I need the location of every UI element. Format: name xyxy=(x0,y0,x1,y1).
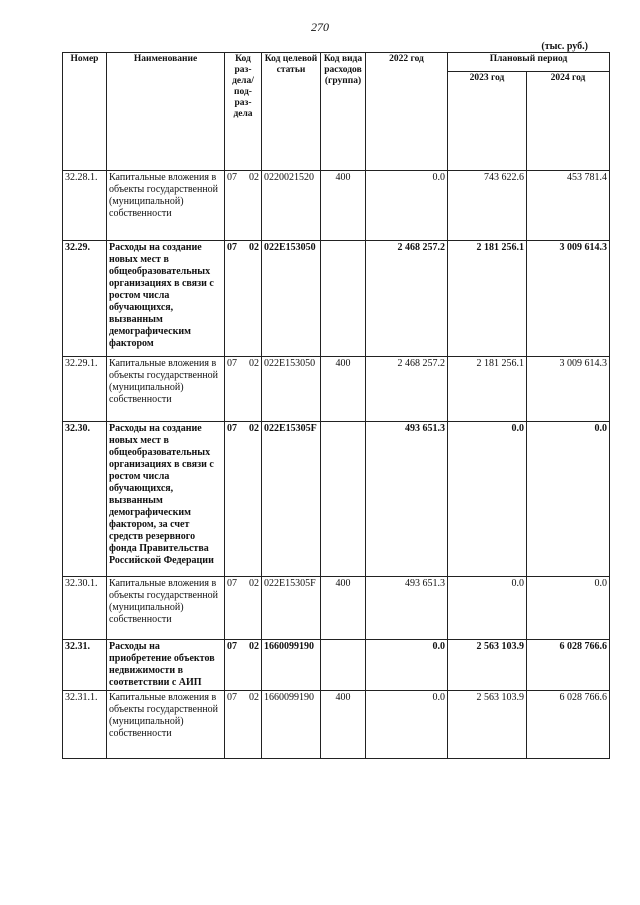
row-name: Капитальные вложения в объекты государственной (муниципальной) собственности xyxy=(107,171,225,241)
header-section-code: Код раз-дела/ под-раз-дела xyxy=(225,53,262,171)
row-section-code xyxy=(225,241,262,357)
row-section-code xyxy=(225,171,262,241)
row-value-2024: 0.0 xyxy=(527,422,610,577)
row-number: 32.29. xyxy=(63,241,107,357)
subsection-code: 02 xyxy=(249,423,259,434)
row-value-2024: 3 009 614.3 xyxy=(527,357,610,422)
row-value-2022: 0.0 xyxy=(366,640,448,691)
row-value-2022: 493 651.3 xyxy=(366,422,448,577)
row-target-code: 0220021520 xyxy=(262,171,321,241)
subsection-code: 02 xyxy=(249,578,259,589)
row-expense-code xyxy=(321,640,366,691)
table-row xyxy=(63,640,610,691)
row-value-2024: 3 009 614.3 xyxy=(527,241,610,357)
row-expense-code xyxy=(321,241,366,357)
section-code: 07 xyxy=(227,172,237,183)
table-row xyxy=(63,422,610,577)
row-value-2023: 743 622.6 xyxy=(448,171,527,241)
table-row xyxy=(63,691,610,759)
subsection-code: 02 xyxy=(249,641,259,652)
row-target-code: 022E153050 xyxy=(262,241,321,357)
row-value-2024: 6 028 766.6 xyxy=(527,691,610,759)
table-row xyxy=(63,357,610,422)
row-value-2023: 2 563 103.9 xyxy=(448,691,527,759)
table-row xyxy=(63,241,610,357)
row-value-2023: 2 563 103.9 xyxy=(448,640,527,691)
header-row xyxy=(63,53,610,72)
row-expense-code: 400 xyxy=(321,691,366,759)
row-section-code xyxy=(225,691,262,759)
header-year-2022: 2022 год xyxy=(366,53,448,171)
row-value-2022: 0.0 xyxy=(366,171,448,241)
row-value-2022: 493 651.3 xyxy=(366,577,448,640)
row-value-2022: 2 468 257.2 xyxy=(366,241,448,357)
subsection-code: 02 xyxy=(249,692,259,703)
row-section-code xyxy=(225,422,262,577)
budget-table xyxy=(62,52,610,759)
row-name: Расходы на приобретение объектов недвижимости в соответствии с АИП xyxy=(107,640,225,691)
row-number: 32.29.1. xyxy=(63,357,107,422)
row-value-2024: 0.0 xyxy=(527,577,610,640)
row-name: Капитальные вложения в объекты государственной (муниципальной) собственности xyxy=(107,691,225,759)
row-number: 32.31. xyxy=(63,640,107,691)
row-target-code: 022E15305F xyxy=(262,577,321,640)
row-expense-code: 400 xyxy=(321,357,366,422)
row-target-code: 022E153050 xyxy=(262,357,321,422)
row-number: 32.31.1. xyxy=(63,691,107,759)
subsection-code: 02 xyxy=(249,358,259,369)
section-code: 07 xyxy=(227,692,237,703)
row-value-2022: 0.0 xyxy=(366,691,448,759)
header-target-code: Код целевой статьи xyxy=(262,53,321,171)
row-value-2023: 0.0 xyxy=(448,422,527,577)
row-value-2023: 2 181 256.1 xyxy=(448,357,527,422)
units-label: (тыс. руб.) xyxy=(541,41,588,52)
row-target-code: 1660099190 xyxy=(262,640,321,691)
row-name: Расходы на создание новых мест в общеобразовательных организациях в связи с ростом числа обучающихся, вызванным демографическим фактором, за счет средств резервного фонда Правительства Российской Федерации xyxy=(107,422,225,577)
row-value-2023: 0.0 xyxy=(448,577,527,640)
header-expense-code: Код вида расходов (группа) xyxy=(321,53,366,171)
row-number: 32.30.1. xyxy=(63,577,107,640)
section-code: 07 xyxy=(227,242,237,253)
section-code: 07 xyxy=(227,641,237,652)
header-year-2023: 2023 год xyxy=(448,72,527,171)
table-row xyxy=(63,171,610,241)
page-number: 270 xyxy=(311,20,329,34)
row-expense-code xyxy=(321,422,366,577)
row-section-code xyxy=(225,640,262,691)
row-number: 32.28.1. xyxy=(63,171,107,241)
section-code: 07 xyxy=(227,358,237,369)
row-value-2022: 2 468 257.2 xyxy=(366,357,448,422)
subsection-code: 02 xyxy=(249,242,259,253)
row-target-code: 022E15305F xyxy=(262,422,321,577)
row-name: Капитальные вложения в объекты государственной (муниципальной) собственности xyxy=(107,577,225,640)
row-expense-code: 400 xyxy=(321,171,366,241)
section-code: 07 xyxy=(227,578,237,589)
row-target-code: 1660099190 xyxy=(262,691,321,759)
row-value-2024: 6 028 766.6 xyxy=(527,640,610,691)
header-plan-period: Плановый период xyxy=(448,53,610,72)
row-expense-code: 400 xyxy=(321,577,366,640)
subsection-code: 02 xyxy=(249,172,259,183)
row-value-2023: 2 181 256.1 xyxy=(448,241,527,357)
row-name: Расходы на создание новых мест в общеобразовательных организациях в связи с ростом числа обучающихся, вызванным демографическим фактором xyxy=(107,241,225,357)
header-name: Наименование xyxy=(107,53,225,171)
row-section-code xyxy=(225,577,262,640)
row-name: Капитальные вложения в объекты государственной (муниципальной) собственности xyxy=(107,357,225,422)
table-row xyxy=(63,577,610,640)
header-number: Номер xyxy=(63,53,107,171)
row-number: 32.30. xyxy=(63,422,107,577)
section-code: 07 xyxy=(227,423,237,434)
row-section-code xyxy=(225,357,262,422)
header-year-2024: 2024 год xyxy=(527,72,610,171)
row-value-2024: 453 781.4 xyxy=(527,171,610,241)
